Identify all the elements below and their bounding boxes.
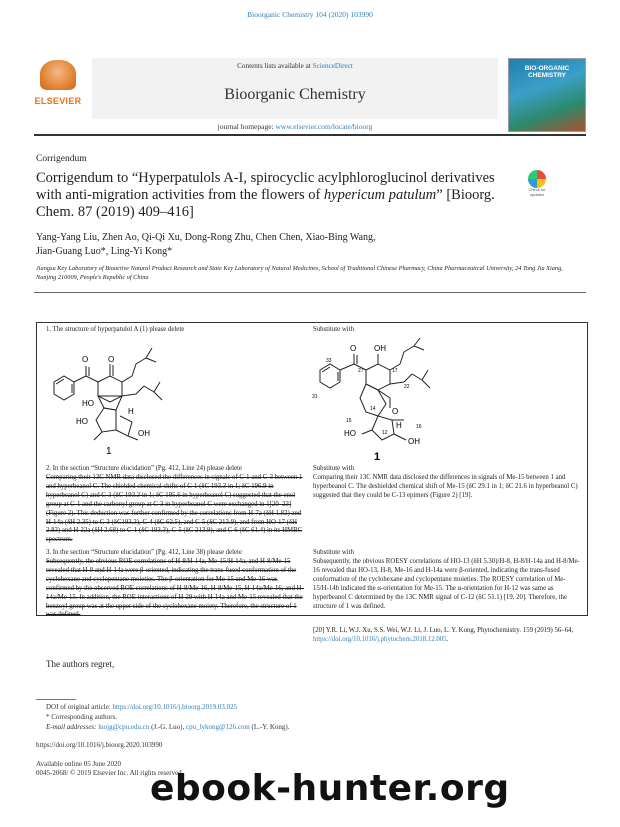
correction-1-heading: 1. The structure of hyperpatulol A (1) please delete [46, 326, 185, 333]
right-locant-16: 16 [416, 424, 422, 430]
right-locant-15: 15 [346, 418, 352, 424]
email-luo-name: (J.-G. Luo), [149, 723, 186, 731]
right-locant-33: 33 [326, 358, 332, 364]
elsevier-logo-text: ELSEVIER [34, 96, 82, 106]
correction-2-heading: 2. In the section “Structure elucidation” (Pg. 412, Line 24) please delete [46, 465, 242, 472]
right-locant-22: 22 [404, 384, 410, 390]
title-part1: Corrigendum to “Hyperpatulols A-I, spirocyclic acylphloroglucinol derivatives with anti-migration activities from the flowers of [36, 170, 495, 203]
footnote-rule [36, 699, 76, 700]
check-updates-icon [528, 170, 546, 188]
copyright: 0045-2068/ © 2019 Elsevier Inc. All rights reserved. [36, 769, 184, 777]
right-atom-h: H [396, 421, 402, 430]
left-atom-ho1: HO [82, 399, 94, 408]
substitute-3-heading: Substitute with [313, 549, 354, 556]
journal-citation[interactable]: Bioorganic Chemistry 104 (2020) 103990 [247, 10, 373, 19]
authors [36, 231, 506, 259]
correction-2-body: Comparing their 13C NMR data disclosed the differences in signals of C-1 and C-3 between 1 and hyperbeanol C. The shielded chemical shifts of C-1 (δC 193.3 in 1; δC 196.9 in hyperbeanol C) and C-3 (δC 193.3 in 1; δC 195.6 in hyperbeanol C) suggested that the enol group at C-1 and the carbonyl group at C-3 in hyperbeanol C were exchanged in 1[20–23] (Figure 2). This deduction was further confirmed by the correlations from H-7a (δH 1.82) and H-14a (δH 2.35) to C-3 (δC193.3), C-4 (δC 62.5), and C-5 (δC 213.9), and from HO-17 (δH 2.83) and H-22a (δH 2.68) to C-1 (δC 193.3), C-5 (δC 213.9), and C-6 (δC 61.4) in its HMBC spectrum. [46, 474, 303, 544]
affiliation: Jiangsu Key Laboratory of Bioactive Natural Product Research and State Key Laboratory of Natural Medicines, School of Traditional Chinese Pharmacy, China Pharmaceutical University, 24 Tong Jia Xiang, Nanjing 210009, People's Republic of China [36, 265, 563, 281]
right-locant-12: 12 [382, 430, 388, 436]
article-doi-link[interactable]: https://doi.org/10.1016/j.bioorg.2020.103990 [36, 741, 163, 749]
title-italic: hypericum patulum [323, 187, 437, 203]
cover-title: BIO-ORGANIC CHEMISTRY [524, 65, 570, 79]
article-type: Corrigendum [36, 154, 87, 164]
doi-label: DOI of original article: [46, 703, 113, 711]
reference-end: . [446, 635, 449, 643]
email-luo-link[interactable]: luojg@cpu.edu.cn [98, 723, 150, 731]
reference-doi-link[interactable]: https://doi.org/10.1016/j.phytochem.2018.12.005 [313, 635, 447, 643]
reference-text: [20] Y.R. Li, W.J. Xu, S.S. Wei, W.J. Li, J. Luo, L. Y. Kong, Phytochemistry. 159 (2019) 56–64, [313, 627, 574, 634]
substitute-2-body: Comparing their 13C NMR data disclosed the differences in signals of Me-15 between 1 and hyperbeanol C. The deshielded chemical shift of Me-15 (δC 29.1 in 1; δC 21.6 in hyperbeanol C) suggested that they could be C-13 epimers (Figure 2) [19]. [313, 474, 578, 499]
right-locant-17: 17 [392, 368, 398, 374]
right-atom-oh1: OH [374, 344, 386, 353]
homepage-line [92, 122, 498, 131]
left-atom-ho2: HO [76, 417, 88, 426]
structure-left [46, 336, 196, 458]
check-for-updates-badge[interactable] [524, 170, 550, 200]
homepage-link[interactable]: www.elsevier.com/locate/bioorg [275, 122, 373, 131]
title-part2: ” [Bioorg. Chem. 87 (2019) 409–416] [36, 187, 495, 220]
header-rule [34, 134, 586, 136]
structure-right [312, 336, 472, 464]
original-doi-line [46, 703, 237, 712]
elsevier-logo [34, 60, 82, 106]
corresponding-note: * Corresponding authors. [46, 713, 117, 721]
substitute-2-heading: Substitute with [313, 465, 354, 472]
right-atom-oh2: OH [408, 437, 420, 446]
left-atom-o2: O [108, 355, 115, 364]
authors-line1: Yang-Yang Liu, Zhen Ao, Qi-Qi Xu, Dong-Rong Zhu, Chen Chen, Xiao-Bing Wang, [36, 232, 376, 243]
right-atom-o1: O [350, 344, 357, 353]
contents-prefix: Contents lists available at [237, 62, 313, 70]
badge-text: Check for updates [528, 187, 546, 197]
left-atom-o1: O [82, 355, 89, 364]
right-atom-ho: HO [344, 429, 356, 438]
article-title [36, 170, 506, 221]
left-compound-label: 1 [106, 446, 112, 457]
right-locant-14: 14 [370, 406, 376, 412]
original-doi-link[interactable]: https://doi.org/10.1016/j.bioorg.2019.03.025 [112, 703, 238, 711]
reference-20 [313, 627, 581, 645]
substitute-3-body: Subsequently, the obvious ROESY correlations of HO-13 (δH 5.30)/H-8, H-8/H-14a and H-8/Me-16 revealed that HO-13, H-8, Me-16 and H-14a were β-oriented, indicating the trans-fused conformation of the cyclohexane and cyclopentane moieties. The ROESY correlation of Me-15/H-14b indicated the α-orientation for Me-15. The α-orientation for H-12 was same as hyperbeanol C determined by the 13C NMR signal of C-12 (δC 51.1) [19, 20]. Therefore, the structure of 1 was defined. [313, 558, 580, 610]
email-kong-link[interactable]: cpu_lykong@126.com [185, 723, 250, 731]
correction-3-heading: 3. In the section “Structure elucidation” (Pg. 412, Line 38) please delete [46, 549, 242, 556]
email-label: E-mail addresses: [46, 723, 99, 731]
homepage-prefix: journal homepage: [217, 122, 276, 131]
right-atom-o2: O [392, 407, 399, 416]
correction-3-body: Subsequently, the obvious ROE correlations of H-8/H-14a, Me-15/H-14a, and H-8/Me-15 revealed that H-8 and H-14a were β-oriented, indicating the trans-fused conformation of the cyclohexane and cyclopentane moieties. The β-orientation for Me-15 and Me-16 was confirmed by the observed ROE correlations of H-8/Me-16, H-8/Me-15, H-14a/Me-16, and H-14a/Me-15. In addition, the ROE interactions of H-29 with H-14a and Me-15 revealed that the benzoyl group was at the upper side of the cyclohexane moiety. Therefore, the structure of 1 was defined. [46, 558, 304, 619]
available-online: Available online 05 June 2020 [36, 760, 122, 768]
authors-line2: Jian-Guang Luo*, Ling-Yi Kong* [36, 246, 173, 257]
substitute-1-heading: Substitute with [313, 326, 354, 333]
journal-cover-image [508, 58, 586, 132]
right-locant-31: 31 [312, 394, 318, 400]
sciencedirect-link[interactable]: ScienceDirect [312, 62, 353, 70]
closing-line: The authors regret, [46, 659, 115, 669]
right-compound-label: 1 [374, 451, 381, 463]
elsevier-tree-icon [40, 60, 76, 90]
email-line [46, 723, 290, 732]
left-atom-oh: OH [138, 429, 150, 438]
right-locant-27: 27 [358, 368, 364, 374]
left-atom-h: H [128, 407, 134, 416]
journal-title: Bioorganic Chemistry [224, 86, 366, 103]
affiliation-rule [34, 292, 586, 293]
email-kong-name: (L.-Y. Kong). [249, 723, 290, 731]
watermark-text: ebook-hunter.org [150, 768, 510, 809]
contents-line [92, 62, 498, 70]
